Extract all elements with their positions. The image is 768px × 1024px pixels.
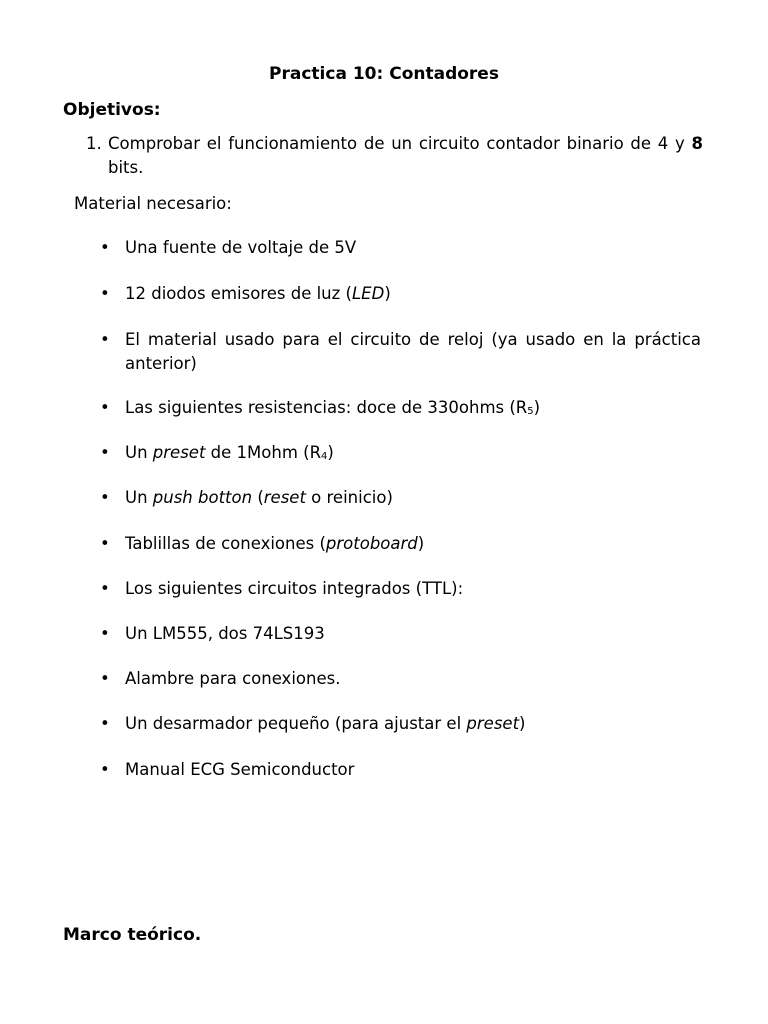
list-item: • Las siguientes resistencias: doce de 330ohms $(R_5)$ — [100, 396, 701, 424]
bullet-icon: • — [100, 624, 110, 643]
objective-number: 1. — [86, 134, 102, 153]
bullet-icon: • — [100, 398, 110, 417]
page-title: Practica 10: Contadores — [269, 64, 499, 84]
list-item: • Tablillas de conexiones (protoboard) — [100, 532, 701, 556]
list-item: • Alambre para conexiones. — [100, 667, 701, 691]
list-item: • El material usado para el circuito de reloj (ya usado en la práctica anterior) — [100, 330, 701, 373]
theory-heading: Marco teórico. — [63, 925, 202, 945]
bullet-icon: • — [100, 669, 110, 688]
list-item: • Un LM555, dos 74LS193 — [100, 622, 701, 646]
bullet-icon: • — [100, 284, 110, 303]
bullet-icon: • — [100, 488, 110, 507]
objective-item — [86, 132, 703, 180]
bullet-icon: • — [100, 330, 110, 349]
objectives-heading: Objetivos: — [63, 100, 161, 120]
material-label: Material necesario: — [74, 194, 232, 213]
list-item: • Los siguientes circuitos integrados (TTL): — [100, 577, 701, 601]
bullet-icon: • — [100, 534, 110, 553]
objective-text: Comprobar el funcionamiento de un circuito contador binario de 4 y 8 bits. — [108, 134, 703, 177]
bullet-icon: • — [100, 443, 110, 462]
bullet-icon: • — [100, 714, 110, 733]
bullet-icon: • — [100, 238, 110, 257]
bullet-icon: • — [100, 760, 110, 779]
list-item: • Un desarmador pequeño (para ajustar el preset) — [100, 712, 701, 736]
list-item: • 12 diodos emisores de luz (LED) — [100, 282, 701, 306]
list-item: • Un push botton (reset o reinicio) — [100, 486, 701, 510]
list-item: • Una fuente de voltaje de 5V — [100, 236, 701, 260]
bullet-icon: • — [100, 579, 110, 598]
list-item: • Un preset de 1Mohm $(R_4)$ — [100, 441, 701, 469]
list-item: • Manual ECG Semiconductor — [100, 758, 701, 782]
